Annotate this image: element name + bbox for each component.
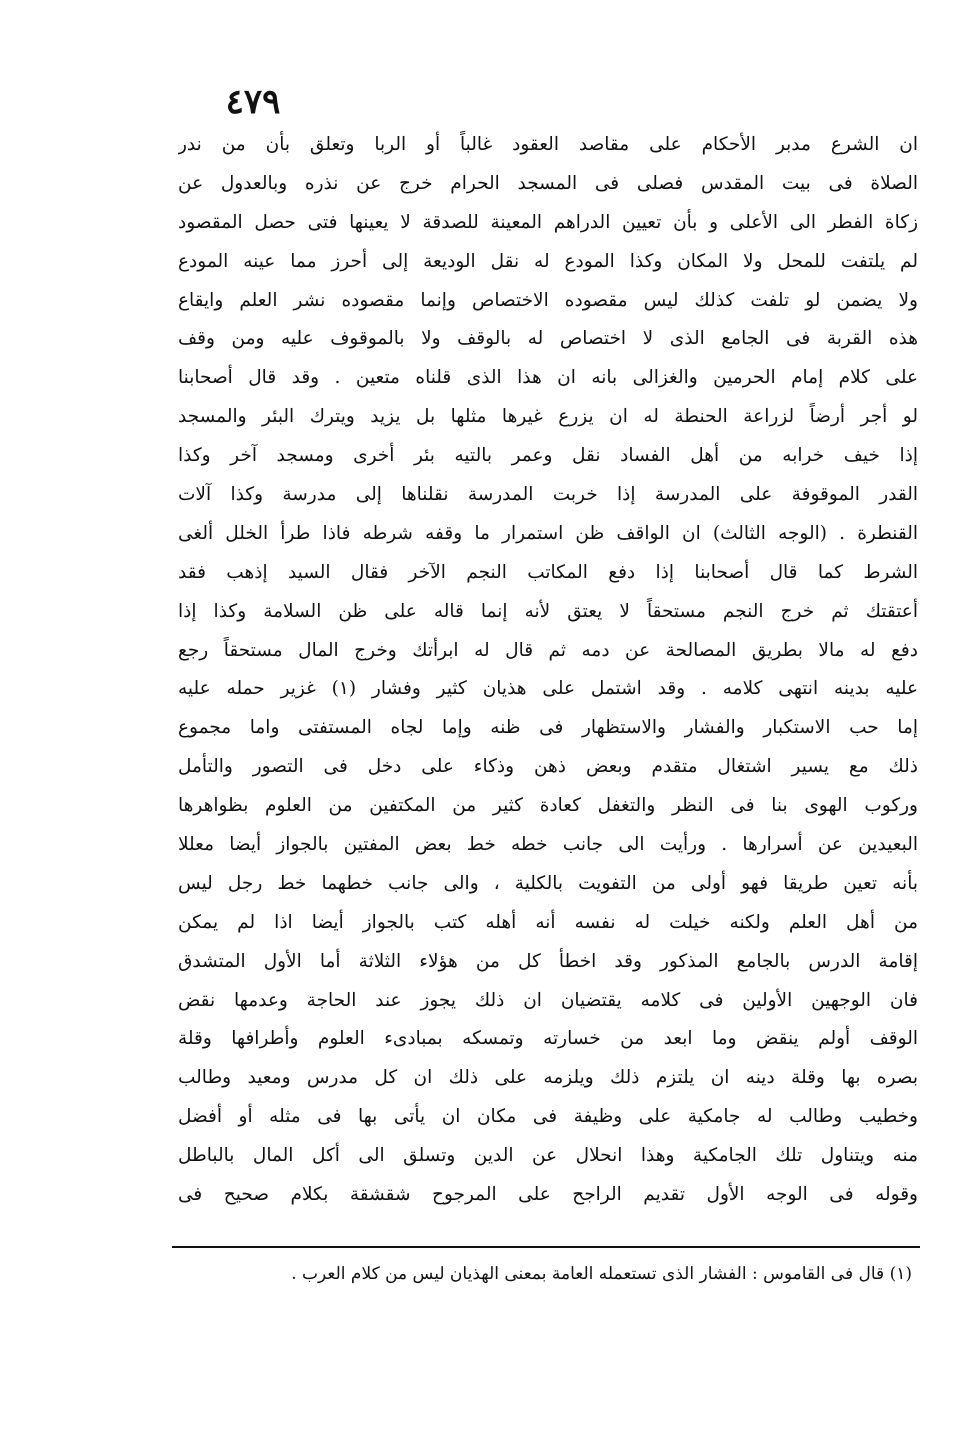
text-line: وقوله فى الوجه الأول تقديم الراجح على المرجوح شقشقة بكلام صحيح فى: [178, 1184, 918, 1206]
text-line: لم يلتفت للمحل ولا المكان وكذا المودع له نقل الوديعة إلى أحرز مما عينه المودع: [178, 250, 918, 272]
text-line: البعيدين عن أسرارها . ورأيت الى جانب خطه خط بعض المفتين بالجواز أيضا معللا: [178, 834, 918, 856]
text-line: عليه بدينه انتهى كلامه . وقد اشتمل على هذيان كثير وفشار (١) غزير حمله عليه: [178, 678, 918, 700]
text-line: إما حب الاستكبار والفشار والاستظهار فى ظنه وإما لجاه المستفتى واما مجموع: [178, 717, 918, 739]
text-line: بأنه تعين طريقا فهو أولى من التفويت بالكلية ، والى جانب خطهما خط رجل ليس: [178, 872, 918, 894]
text-line: ولا يضمن لو تلفت كذلك ليس مقصوده الاختصاص وإنما مقصوده نشر العلم وايقاع: [178, 289, 918, 311]
text-line: من أهل العلم ولكنه خيلت له نفسه أنه أهله كتب بالجواز أيضا اذا لم يمكن: [178, 911, 918, 933]
page-number: ٤٧٩: [225, 82, 281, 122]
text-line: لو أجر أرضاً لزراعة الحنطة له ان يزرع غيرها مثلها بل يزيد ويترك البئر والمسجد: [178, 406, 918, 428]
text-line: فان الوجهين الأولين فى كلامه يقتضيان ان ذلك يجوز عند الحاجة وعدمها نقض: [178, 989, 918, 1011]
text-line: ذلك مع يسير اشتغال متقدم وبعض ذهن وذكاء على دخل فى التصور والتأمل: [178, 756, 918, 778]
text-line: القنطرة . (الوجه الثالث) ان الواقف ظن استمرار ما وقفه شرطه فاذا طرأ الخلل ألغى: [178, 522, 918, 544]
text-line: الصلاة فى بيت المقدس فصلى فى المسجد الحرام خرج عن نذره وبالعدول عن: [178, 172, 918, 194]
text-line: الوقف أولم ينقض وما ابعد من خسارته وتمسكه بمبادىء العلوم وأطرافها وقلة: [178, 1028, 918, 1050]
text-line: القدر الموقوفة على المدرسة إذا خربت المدرسة نقلناها إلى مدرسة وكذا آلات: [178, 484, 918, 506]
footnote-separator: [172, 1246, 920, 1248]
text-line: بصره بها وقلة دينه ان يلتزم ذلك ويلزمه على ذلك ان كل مدرس ومعيد وطالب: [178, 1067, 918, 1089]
text-line: وخطيب وطالب له جامكية على وظيفة فى مكان ان يأتى بها فى مثله أو أفضل: [178, 1106, 918, 1128]
text-line: ان الشرع مدبر الأحكام على مقاصد العقود غالباً أو الربا وتعلق بأن من ندر: [178, 134, 918, 155]
text-line: على كلام إمام الحرمين والغزالى بانه ان هذا الذى قلناه متعين . وقد قال أصحابنا: [178, 367, 918, 389]
body-text: [178, 126, 918, 1215]
text-line: أعتقتك ثم خرج النجم مستحقاً لا يعتق لأنه إنما قاله على ظن السلامة وكذا إذا: [178, 600, 918, 622]
text-line: هذه القربة فى الجامع الذى لا اختصاص له بالوقف ولا بالموقوف عليه ومن وقف: [178, 328, 918, 350]
text-line: منه ويتناول تلك الجامكية وهذا انحلال عن الدين وتسلق الى أكل المال بالباطل: [178, 1145, 918, 1167]
text-line: زكاة الفطر الى الأعلى و بأن تعيين الدراهم المعينة للصدقة لا يعينها فتى حصل المقصود: [178, 211, 918, 233]
text-line: إذا خيف خرابه من أهل الفساد نقل وعمر بالتيه بئر أخرى ومسجد آخر وكذا: [178, 445, 918, 467]
text-line: الشرط كما قال أصحابنا إذا دفع المكاتب النجم الآخر فقال السيد إذهب فقد: [178, 561, 918, 583]
text-line: إقامة الدرس بالجامع المذكور وقد اخطأ كل من هؤلاء الثلاثة أما الأول المتشدق: [178, 950, 918, 972]
text-line: وركوب الهوى بنا فى النظر والتغفل كعادة كثير من المكتفين من العلوم بظواهرها: [178, 795, 918, 817]
text-line: دفع له مالا بطريق المصالحة عن دمه ثم قال له ابرأتك وخرج المال مستحقاً رجع: [178, 639, 918, 661]
footnote: (١) قال فى القاموس : الفشار الذى تستعمله العامة بمعنى الهذيان ليس من كلام العرب .: [291, 1264, 912, 1284]
